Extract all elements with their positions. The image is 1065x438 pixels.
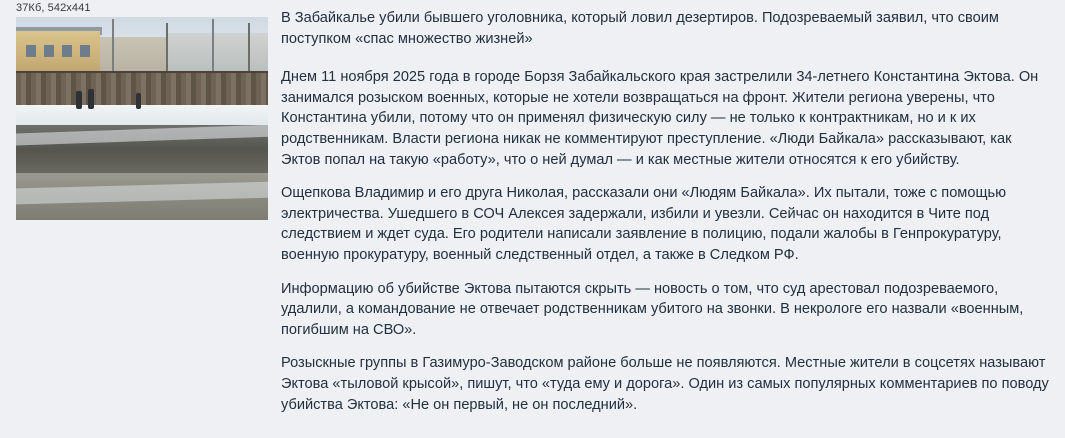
image-meta-label: 37Кб, 542x441 <box>16 2 91 14</box>
utility-pole <box>112 19 114 79</box>
wooden-fence <box>16 73 268 107</box>
window-icon <box>44 45 54 57</box>
article-headline: В Забайкалье убили бывшего уголовника, который ловил дезертиров. Подозреваемый заявил, что своим поступком «спас множество жизней» <box>281 10 999 47</box>
person-figure <box>88 89 94 109</box>
article-paragraph: Информацию об убийстве Эктова пытаются скрыть — новость о том, что суд арестовал подозреваемого, удалили, а командование не отвечает родственникам убитого на звонки. В некрологе его назвали «военным, погибшим на СВО». <box>281 280 1024 338</box>
street-photo <box>16 17 268 220</box>
window-icon <box>80 45 90 57</box>
utility-pole <box>212 19 214 79</box>
article-text-column <box>281 8 1053 428</box>
article-paragraph: Розыскные группы в Газимуро-Заводском районе больше не появляются. Местные жители в соцсетях называют Эктова «тыловой крысой», пишут, что «туда ему и дорога». Один из самых популярных комментариев по поводу убийства Эктова: «Не он первый, не он последний». <box>281 355 1049 413</box>
snow-strip <box>16 105 268 127</box>
article-paragraph: Ощепкова Владимир и его друга Николая, рассказали они «Людям Байкала». Их пытали, тоже с помощью электричества. Ушедшего в СОЧ Алексея задержали, избили и увезли. Сейчас он находится в Чите под следствием и ждет суда. Его родители написали заявление в полицию, подали жалобы в Генпрокуратуру, военную прокуратуру, военный следственный отдел, а также в Следком РФ. <box>281 185 1007 263</box>
article-image-container <box>16 17 268 220</box>
article-paragraph: Днем 11 ноября 2025 года в городе Борзя Забайкальского края застрелили 34-летнего Константина Эктова. Он занимался розыском военных, которые не хотели возвращаться на фронт. Жители региона уверены, что Константина убили, потому что он применял физическую силу — не только к контрактникам, но и к их родственникам. Власти региона никак не комментируют преступление. «Люди Байкала» рассказывают, как Эктов попал на такую «работу», что о ней думал — и как местные жители относятся к его убийству. <box>281 69 1039 168</box>
window-icon <box>26 45 36 57</box>
person-figure <box>136 93 141 109</box>
tree <box>248 23 250 75</box>
window-icon <box>62 45 72 57</box>
person-figure <box>76 91 82 109</box>
